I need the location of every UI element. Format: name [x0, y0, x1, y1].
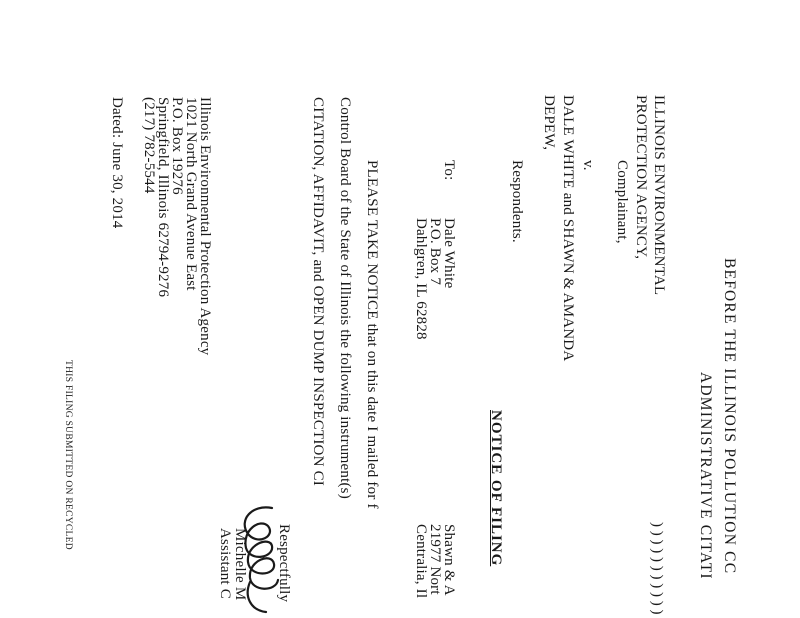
versus-label: v. — [580, 160, 596, 171]
recycled-paper-footer: THIS FILING SUBMITTED ON RECYCLED — [63, 360, 73, 550]
agency-line-1: Illinois Environmental Protection Agency — [197, 97, 213, 356]
respondents-name-line-2: DEPEW, — [541, 95, 557, 151]
recipient-2-line-2: 21977 Nort — [427, 524, 443, 595]
agency-line-3: P.O. Box 19276 — [169, 97, 185, 195]
respondents-name-line-1: DALE WHITE and SHAWN & AMANDA — [560, 95, 576, 362]
body-line-1: PLEASE TAKE NOTICE that on this date I mailed for f — [364, 160, 380, 509]
body-line-2: Control Board of the State of Illinois the following instrument(s) — [337, 97, 353, 499]
complainant-name-line-2: PROTECTION AGENCY, — [633, 95, 649, 260]
recipient-2-line-3: Centralia, Il — [413, 524, 429, 599]
respondents-label: Respondents. — [509, 160, 525, 243]
heading-line-2: ADMINISTRATIVE CITATI — [697, 372, 714, 580]
complainant-name-line-1: ILLINOIS ENVIRONMENTAL — [651, 95, 667, 296]
heading-line-1: BEFORE THE ILLINOIS POLLUTION CC — [721, 258, 738, 575]
closing-respectfully: Respectfully — [276, 524, 292, 603]
body-line-3: CITATION, AFFIDAVIT, and OPEN DUMP INSPECTION CI — [310, 97, 326, 486]
dated-line: Dated: June 30, 2014 — [109, 97, 125, 229]
signer-name: Michelle M — [232, 528, 248, 601]
notice-of-filing-title: NOTICE OF FILING — [488, 410, 504, 567]
recipient-2-line-1: Shawn & A — [441, 524, 457, 596]
signer-title: Assistant C — [217, 528, 233, 599]
agency-line-4: Springfield, Illinois 62794-9276 — [155, 97, 171, 298]
agency-line-5: (217) 782-5544 — [141, 97, 157, 194]
recipient-1-line-3: Dahlgren, IL 62828 — [413, 218, 429, 340]
agency-line-2: 1021 North Grand Avenue East — [183, 97, 199, 291]
to-label: To: — [441, 160, 457, 181]
recipient-1-line-1: Dale White — [441, 218, 457, 289]
caption-bracket-column: ) ) ) ) ) ) ) ) ) ) ) — [649, 522, 665, 615]
recipient-1-line-2: P.O. Box 7 — [427, 218, 443, 286]
complainant-label: Complainant, — [614, 160, 630, 244]
